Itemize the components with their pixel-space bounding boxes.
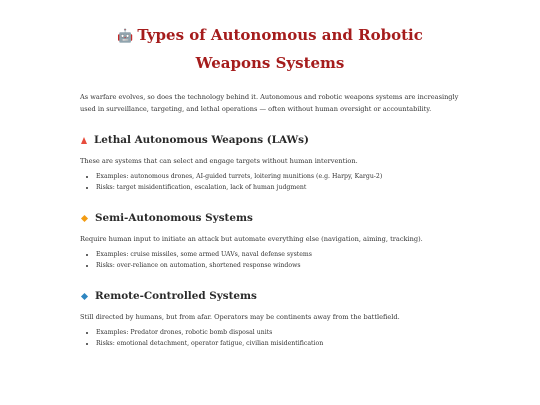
section-description: These are systems that can select and engage targets without human intervention. bbox=[80, 157, 358, 165]
section-description: Require human input to initiate an attack but automate everything else (navigation, aiming, tracking). bbox=[80, 235, 423, 243]
section-semi-autonomous bbox=[80, 211, 460, 271]
bullet-list bbox=[80, 172, 460, 193]
section-heading bbox=[80, 133, 460, 147]
list-item: • Examples: Predator drones, robotic bomb disposal units bbox=[96, 328, 460, 339]
red-triangle-icon bbox=[81, 137, 87, 144]
list-item: • Risks: over-reliance on automation, shortened response windows bbox=[96, 261, 460, 272]
page-title-text: Types of Autonomous and Robotic Weapons Systems bbox=[137, 26, 423, 72]
section-heading-text: Remote-Controlled Systems bbox=[95, 290, 257, 302]
section-heading bbox=[80, 211, 460, 225]
page-title bbox=[80, 22, 460, 76]
list-item: • Risks: target misidentification, escalation, lack of human judgment bbox=[96, 183, 460, 194]
bullet-list bbox=[80, 250, 460, 271]
list-item: • Risks: emotional detachment, operator fatigue, civilian misidentification bbox=[96, 339, 460, 350]
section-heading-text: Semi-Autonomous Systems bbox=[95, 212, 253, 224]
bullet-list bbox=[80, 328, 460, 349]
list-item: • Examples: cruise missiles, some armed UAVs, naval defense systems bbox=[96, 250, 460, 261]
blue-diamond-icon bbox=[81, 292, 88, 299]
section-description: Still directed by humans, but from afar. Operators may be continents away from the battlefield. bbox=[80, 313, 400, 321]
orange-diamond-icon bbox=[81, 214, 88, 221]
intro-paragraph: As warfare evolves, so does the technology behind it. Autonomous and robotic weapons systems are increasingly used in surveillance, targeting, and lethal operations — often without human oversight or accountability. bbox=[80, 93, 459, 113]
section-heading-text: Lethal Autonomous Weapons (LAWs) bbox=[94, 134, 309, 146]
section-heading bbox=[80, 289, 460, 303]
list-item: • Examples: autonomous drones, AI-guided turrets, loitering munitions (e.g. Harpy, Kargu-2) bbox=[96, 172, 460, 183]
section-laws bbox=[80, 133, 460, 193]
section-remote-controlled bbox=[80, 289, 460, 349]
robot-icon: 🤖 bbox=[117, 29, 134, 44]
